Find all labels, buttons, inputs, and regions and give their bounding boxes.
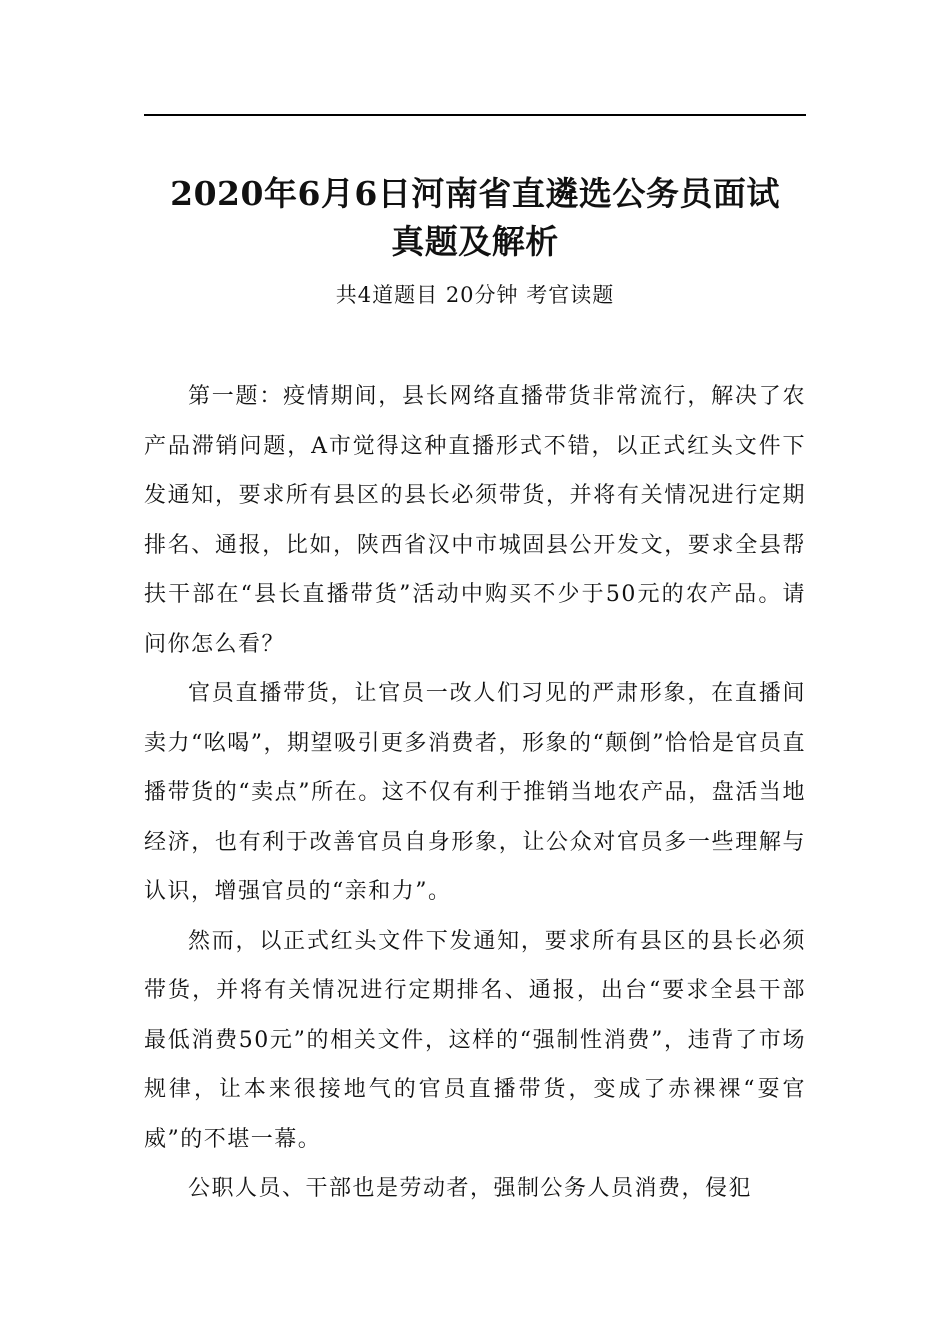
title-line-1: 2020年6月6日河南省直遴选公务员面试	[170, 174, 780, 213]
paragraph-question-1: 第一题：疫情期间，县长网络直播带货非常流行，解决了农产品滞销问题，A市觉得这种直播形式不错，以正式红头文件下发通知，要求所有县区的县长必须带货，并将有关情况进行定期排名、通报，比如，陕西省汉中市城固县公开发文，要求全县帮扶干部在“县长直播带货”活动中购买不少于50元的农产品。请问你怎么看？	[144, 384, 806, 657]
document-title	[144, 170, 806, 266]
title-line-2: 真题及解析	[391, 222, 559, 261]
header-rule	[144, 114, 806, 116]
document-subtitle: 共4道题目 20分钟 考官读题	[335, 283, 615, 307]
paragraph-analysis-3: 公职人员、干部也是劳动者，强制公务人员消费，侵犯	[188, 1176, 753, 1201]
paragraph-analysis-2: 然而，以正式红头文件下发通知，要求所有县区的县长必须带货，并将有关情况进行定期排名、通报，出台“要求全县干部最低消费50元”的相关文件，这样的“强制性消费”，违背了市场规律，让本来很接地气的官员直播带货，变成了赤裸裸“耍官威”的不堪一幕。	[144, 928, 806, 1152]
document-body	[144, 372, 806, 1214]
paragraph-analysis-1: 官员直播带货，让官员一改人们习见的严肃形象，在直播间卖力“吆喝”，期望吸引更多消费者，形象的“颠倒”恰恰是官员直播带货的“卖点”所在。这不仅有利于推销当地农产品，盘活当地经济，也有利于改善官员自身形象，让公众对官员多一些理解与认识，增强官员的“亲和力”。	[144, 681, 806, 904]
